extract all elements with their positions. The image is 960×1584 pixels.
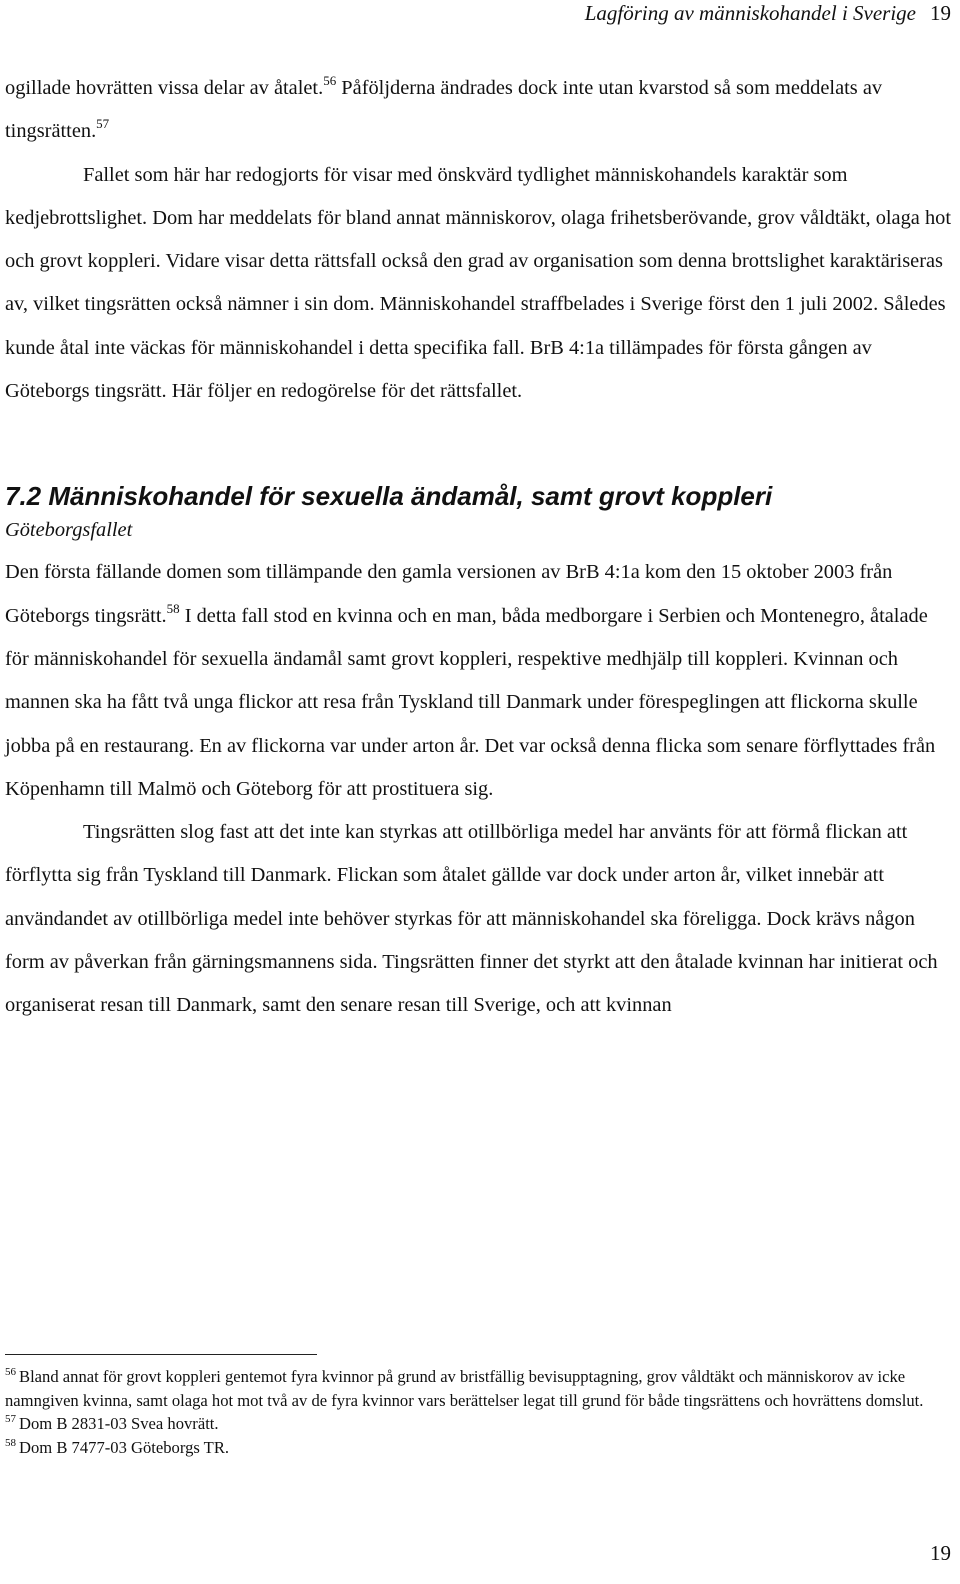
paragraph-text: ogillade hovrätten vissa delar av åtalet. — [5, 77, 324, 99]
section-heading: 7.2 Människohandel för sexuella ändamål, samt grovt koppleri — [5, 481, 773, 512]
footnote-reference-56[interactable]: 56 — [323, 73, 337, 88]
footnote-57 — [5, 1412, 956, 1436]
paragraph-continuation — [5, 67, 956, 154]
running-header-title: Lagföring av människohandel i Sverige — [584, 1, 916, 25]
paragraph-text: Påföljderna ändrades dock inte utan kvarstod så som meddelats av tingsrätten. — [5, 77, 883, 143]
running-header — [585, 0, 951, 26]
footnote-56 — [5, 1365, 956, 1412]
footnote-number: 57 — [5, 1413, 16, 1425]
paragraph-court-finding: Tingsrätten slog fast att det inte kan styrkas att otillbörliga medel har använts för att förmå flickan att förflytta sig från Tyskland till Danmark. Flickan som åtalet gällde var dock under arton år, vilket innebär att användandet av otillbörliga medel inte behöver styrkas för att människohandel ska föreligga. Dock krävs någon form av påverkan från gärningsmannens sida. Tingsrätten finner det styrkt att den åtalade kvinnan har initierat och organiserat resan till Danmark, samt den senare resan till Sverige, och att kvinnan — [5, 821, 938, 1017]
footnote-divider — [5, 1354, 317, 1355]
footnote-text: Dom B 7477-03 Göteborgs TR. — [19, 1437, 230, 1457]
running-header-page-number: 19 — [930, 1, 951, 25]
footnote-number: 56 — [5, 1366, 16, 1378]
footnote-text: Dom B 2831-03 Svea hovrätt. — [19, 1414, 219, 1433]
paragraph-goteborg-case — [5, 551, 956, 811]
paragraph-case-summary: Fallet som här har redogjorts för visar med önskvärd tydlighet människohandels karaktär som kedjebrottslighet. Dom har meddelats för bland annat människorov, olaga frihetsberövande, grov våldtäkt, olaga hot och grovt koppleri. Vidare visar detta rättsfall också den grad av organisation som denna brottslighet karaktäriseras av, vilket tingsrätten också nämner i sin dom. Människohandel straffbelades i Sverige först den 1 juli 2002. Således kunde åtal inte väckas för människohandel i detta specifika fall. BrB 4:1a tillämpades för första gången av Göteborgs tingsrätt. Här följer en redogörelse för det rättsfallet. — [5, 163, 952, 403]
footnote-text: Bland annat för grovt koppleri gentemot fyra kvinnor på grund av bristfällig bevisupptagning, grov våldtäkt och människorov av icke namngiven kvinna, samt olaga hot mot två av de fyra kvinnor vars berättelser legat till grund för både tingsrättens och hovrättens domslut. — [5, 1367, 924, 1410]
footnote-number: 58 — [5, 1436, 16, 1449]
page-number: 19 — [930, 1541, 951, 1565]
body-text — [5, 67, 956, 1028]
footnote-58 — [5, 1436, 956, 1460]
footnotes — [5, 1365, 956, 1459]
footnote-reference-58[interactable]: 58 — [166, 600, 180, 616]
paragraph-text: Den första fällande domen som tillämpande den gamla versionen av BrB 4:1a kom den 15 oktober 2003 från Göteborgs tingsrätt. — [5, 561, 893, 627]
paragraph-text: I detta fall stod en kvinna och en man, båda medborgare i Serbien och Montenegro, åtalade för människohandel för sexuella ändamål samt grovt koppleri, respektive medhjälp till koppleri. Kvinnan och mannen ska ha fått två unga flickor att resa från Tyskland till Danmark under förespeglingen att flickorna skulle jobba på en restaurang. En av flickorna var under arton år. Det var också denna flicka som senare förflyttades från Köpenhamn till Malmö och Göteborg för att prostituera sig. — [5, 604, 936, 800]
footnote-reference-57[interactable]: 57 — [96, 116, 110, 132]
section-subheading: Göteborgsfallet — [5, 519, 133, 542]
